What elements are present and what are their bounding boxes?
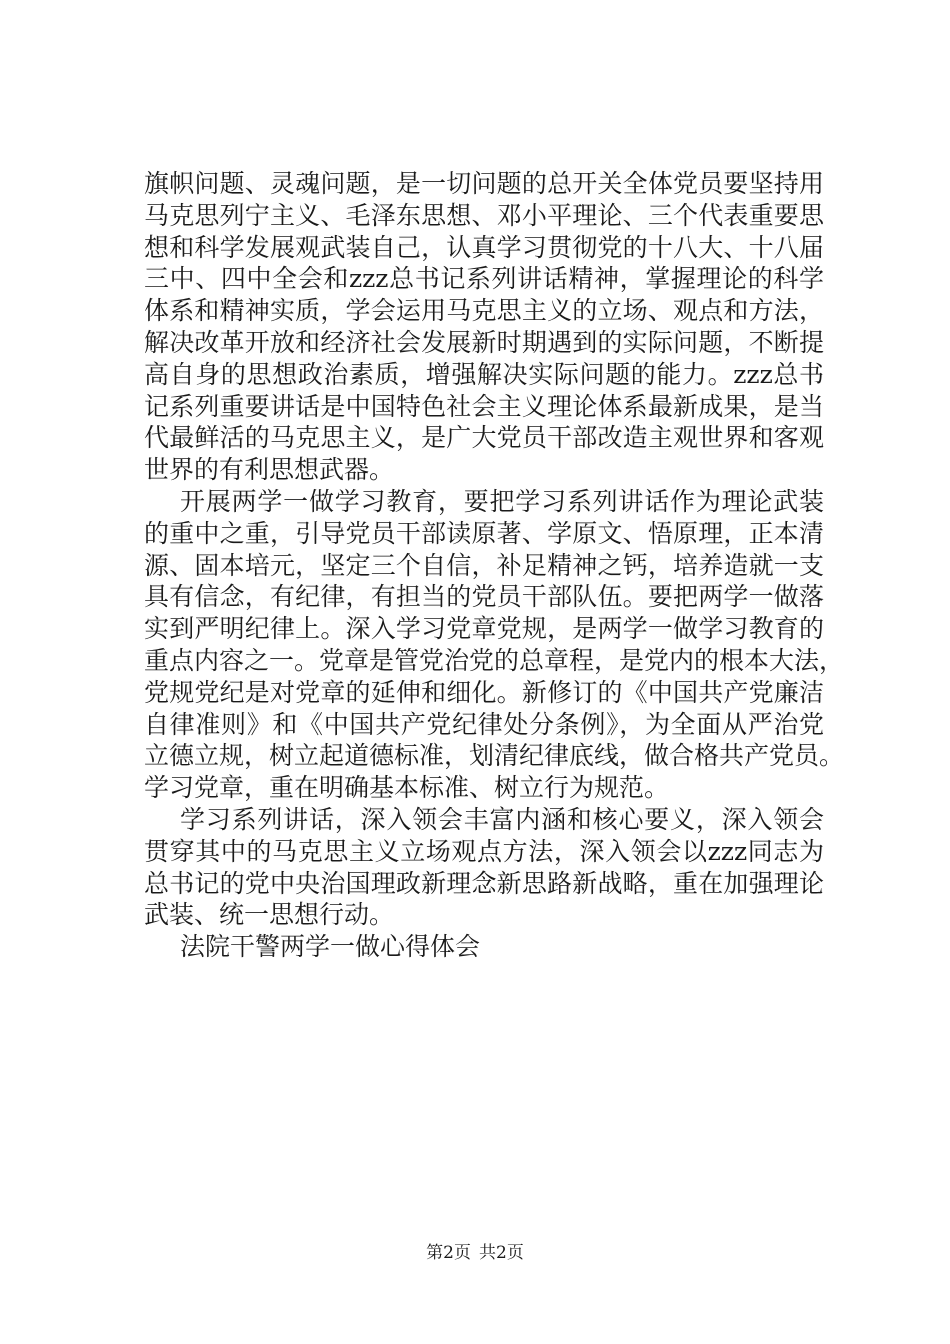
text-line: 党规党纪是对党章的延伸和细化。新修订的《中国共产党廉洁 [144,677,824,707]
paragraph [144,804,824,931]
text-line: 世界的有利思想武器。 [144,455,395,485]
text-line: 法院干警两学一做心得体会 [180,932,481,962]
page-number: 第2页 [426,1243,471,1263]
text-line: 学习系列讲话，深入领会丰富内涵和核心要义，深入领会 [180,804,824,834]
text-line: 总书记的党中央治国理政新理念新思路新战略，重在加强理论 [144,868,824,898]
paragraph [144,486,845,804]
text-line: 源、固本培元，坚定三个自信，补足精神之钙，培养造就一支 [144,550,824,580]
text-line: 马克思列宁主义、毛泽东思想、邓小平理论、三个代表重要思 [144,200,824,230]
text-line: 贯穿其中的马克思主义立场观点方法，深入领会以zzz同志为 [144,836,824,866]
text-line: 武装、统一思想行动。 [144,900,395,930]
text-line: 解决改革开放和经济社会发展新时期遇到的实际问题，不断提 [144,327,824,357]
text-line: 立德立规，树立起道德标准，划清纪律底线，做合格共产党员。 [144,741,845,771]
text-line: 学习党章，重在明确基本标准、树立行为规范。 [144,773,670,803]
text-line: 想和科学发展观武装自己，认真学习贯彻党的十八大、十八届 [144,232,824,262]
text-line: 高自身的思想政治素质，增强解决实际问题的能力。zzz总书 [144,359,824,389]
text-line: 具有信念，有纪律，有担当的党员干部队伍。要把两学一做落 [144,582,824,612]
page-footer [0,1243,950,1263]
text-line: 重点内容之一。党章是管党治党的总章程，是党内的根本大法， [144,645,845,675]
text-line: 实到严明纪律上。深入学习党章党规，是两学一做学习教育的 [144,614,824,644]
text-line: 的重中之重，引导党员干部读原著、学原文、悟原理，正本清 [144,518,824,548]
text-line: 三中、四中全会和zzz总书记系列讲话精神，掌握理论的科学 [144,264,824,294]
text-line: 记系列重要讲话是中国特色社会主义理论体系最新成果，是当 [144,391,824,421]
paragraph [144,168,824,486]
text-line: 代最鲜活的马克思主义，是广大党员干部改造主观世界和客观 [144,423,824,453]
text-line: 自律准则》和《中国共产党纪律处分条例》，为全面从严治党 [144,709,824,739]
paragraph [144,931,824,963]
text-line: 旗帜问题、灵魂问题，是一切问题的总开关全体党员要坚持用 [144,169,824,198]
text-line: 开展两学一做学习教育，要把学习系列讲话作为理论武装 [180,486,824,516]
page-total: 共2页 [479,1243,524,1263]
document-body [144,168,845,963]
text-line: 体系和精神实质，学会运用马克思主义的立场、观点和方法， [144,296,824,326]
